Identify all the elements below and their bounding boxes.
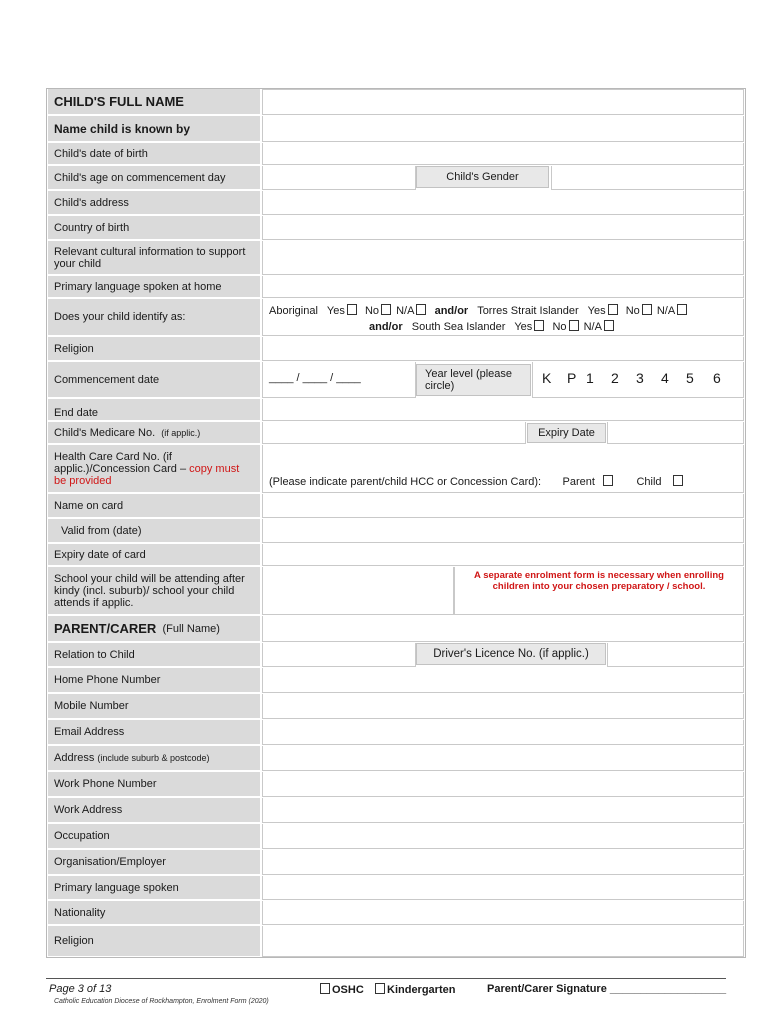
year-level-options: [532, 362, 744, 398]
oshc-option: [320, 983, 364, 996]
torres-yes-label: Yes: [587, 305, 606, 317]
label-religion: Religion: [48, 337, 260, 361]
label-parent-religion: Religion: [48, 926, 260, 957]
hcc-parent-checkbox[interactable]: [603, 475, 613, 486]
label-address: Child's address: [48, 191, 260, 215]
medicare-note: (if applic.): [161, 427, 201, 438]
input-name-on-card[interactable]: [262, 494, 744, 518]
label-mobile: Mobile Number: [48, 694, 260, 719]
andor-label: and/or: [434, 305, 469, 317]
input-work-address[interactable]: [262, 798, 744, 823]
parent-address-text: Address: [54, 752, 95, 764]
input-childs-full-name[interactable]: [262, 89, 744, 115]
identify-line-2: [369, 320, 616, 333]
input-known-by[interactable]: [262, 116, 744, 142]
oshc-checkbox[interactable]: [320, 983, 330, 994]
label-dob: Child's date of birth: [48, 143, 260, 165]
label-school: School your child will be attending after kindy (incl. suburb)/ school your child attends if applic.: [48, 567, 260, 615]
year-k[interactable]: K: [542, 370, 552, 386]
hcc-parent-label: Parent: [562, 476, 595, 488]
south-sea-yes-label: Yes: [514, 321, 533, 333]
aboriginal-no-checkbox[interactable]: [381, 304, 391, 315]
label-medicare: [48, 422, 260, 444]
year-4[interactable]: 4: [661, 370, 669, 386]
separate-form-notice-box: [454, 567, 744, 615]
label-occupation: Occupation: [48, 824, 260, 849]
label-primary-language: Primary language spoken: [48, 876, 260, 900]
label-known-by: Name child is known by: [48, 116, 260, 142]
label-nationality: Nationality: [48, 901, 260, 925]
input-medicare-expiry[interactable]: [607, 422, 744, 444]
hcc-prompt-text: (Please indicate parent/child HCC or Concession Card):: [269, 476, 542, 488]
kindergarten-label: Kindergarten: [387, 984, 456, 996]
date-blank: ____ / ____ / ____: [269, 372, 361, 384]
year-level-label: Year level (please circle): [416, 364, 531, 396]
hcc-child-checkbox[interactable]: [673, 475, 683, 486]
input-gender[interactable]: [551, 166, 744, 190]
label-end-date: End date: [48, 399, 260, 421]
label-age: Child's age on commencement day: [48, 166, 260, 190]
input-end-date[interactable]: [262, 399, 744, 421]
input-parent-address[interactable]: [262, 746, 744, 771]
input-health-card[interactable]: [262, 445, 744, 493]
input-valid-from[interactable]: [262, 519, 744, 543]
label-home-phone: Home Phone Number: [48, 668, 260, 693]
label-relation: Relation to Child: [48, 643, 260, 667]
kindergarten-option: [375, 983, 455, 996]
separate-form-notice: A separate enrolment form is necessary when enrolling children into your chosen preparatory / school.: [474, 570, 724, 592]
south-sea-no-checkbox[interactable]: [569, 320, 579, 331]
south-sea-na-checkbox[interactable]: [604, 320, 614, 331]
full-name-note: (Full Name): [162, 622, 220, 635]
aboriginal-no-label: No: [364, 305, 380, 317]
torres-no-checkbox[interactable]: [642, 304, 652, 315]
hcc-prompt: [269, 475, 685, 488]
input-occupation[interactable]: [262, 824, 744, 849]
year-2[interactable]: 2: [611, 370, 619, 386]
label-cultural: Relevant cultural information to support your child: [48, 241, 260, 275]
torres-na-checkbox[interactable]: [677, 304, 687, 315]
input-nationality[interactable]: [262, 901, 744, 925]
aboriginal-label: Aboriginal: [269, 305, 318, 317]
identify-options: [262, 299, 744, 336]
drivers-licence-label: Driver's Licence No. (if applic.): [416, 643, 606, 665]
south-sea-yes-checkbox[interactable]: [534, 320, 544, 331]
input-organisation[interactable]: [262, 850, 744, 875]
identify-line-1: [269, 304, 689, 317]
label-parent-address: [48, 746, 260, 771]
input-parent-religion[interactable]: [262, 926, 744, 957]
input-school[interactable]: [262, 567, 454, 615]
medicare-label-text: Child's Medicare No.: [54, 426, 156, 439]
input-drivers-licence[interactable]: [607, 643, 744, 667]
input-dob[interactable]: [262, 143, 744, 165]
south-sea-label: South Sea Islander: [411, 321, 506, 333]
label-work-phone: Work Phone Number: [48, 772, 260, 797]
input-age[interactable]: [262, 166, 416, 190]
year-5[interactable]: 5: [686, 370, 694, 386]
torres-yes-checkbox[interactable]: [608, 304, 618, 315]
label-commencement: Commencement date: [48, 362, 260, 398]
year-p[interactable]: P: [567, 370, 577, 386]
copy-required-note: copy must be provided: [54, 462, 240, 487]
torres-label: Torres Strait Islander: [477, 305, 579, 317]
input-address[interactable]: [262, 191, 744, 215]
label-work-address: Work Address: [48, 798, 260, 823]
signature-line[interactable]: Parent/Carer Signature ___________________: [487, 983, 727, 995]
year-1[interactable]: 1: [586, 370, 594, 386]
torres-na-label: N/A: [656, 305, 676, 317]
hcc-child-label: Child: [636, 476, 662, 488]
label-country: Country of birth: [48, 216, 260, 240]
page-number: Page 3 of 13: [49, 983, 112, 995]
input-cultural[interactable]: [262, 241, 744, 275]
childs-gender-label: Child's Gender: [416, 166, 549, 188]
input-mobile[interactable]: [262, 694, 744, 719]
label-expiry-card: Expiry date of card: [48, 544, 260, 566]
footer-org: Catholic Education Diocese of Rockhampton, Enrolment Form (2020): [54, 998, 269, 1005]
aboriginal-na-checkbox[interactable]: [416, 304, 426, 315]
label-organisation: Organisation/Employer: [48, 850, 260, 875]
input-home-phone[interactable]: [262, 668, 744, 693]
year-3[interactable]: 3: [636, 370, 644, 386]
south-sea-na-label: N/A: [583, 321, 602, 333]
input-medicare[interactable]: [262, 422, 526, 444]
input-religion[interactable]: [262, 337, 744, 361]
input-email[interactable]: [262, 720, 744, 745]
label-childs-full-name: CHILD'S FULL NAME: [48, 89, 260, 115]
footer-rule: [46, 978, 726, 979]
label-parent-carer: [48, 616, 260, 642]
expiry-date-label: Expiry Date: [527, 423, 606, 443]
input-primary-language[interactable]: [262, 876, 744, 900]
oshc-label: OSHC: [332, 984, 364, 996]
input-expiry-card[interactable]: [262, 544, 744, 566]
torres-no-label: No: [625, 305, 640, 317]
input-work-phone[interactable]: [262, 772, 744, 797]
label-valid-from: Valid from (date): [48, 519, 260, 543]
year-6[interactable]: 6: [713, 370, 721, 386]
input-country[interactable]: [262, 216, 744, 240]
kindergarten-checkbox[interactable]: [375, 983, 385, 994]
aboriginal-yes-checkbox[interactable]: [347, 304, 357, 315]
address-note: (include suburb & postcode): [97, 753, 210, 763]
label-email: Email Address: [48, 720, 260, 745]
input-commencement-date[interactable]: [262, 362, 416, 398]
input-language[interactable]: [262, 276, 744, 298]
label-language: Primary language spoken at home: [48, 276, 260, 298]
label-health-card: [48, 445, 260, 493]
label-identify: Does your child identify as:: [48, 299, 260, 336]
label-name-on-card: Name on card: [48, 494, 260, 518]
input-relation[interactable]: [262, 643, 416, 667]
aboriginal-yes-label: Yes: [326, 305, 345, 317]
aboriginal-na-label: N/A: [396, 305, 415, 317]
input-parent-carer-name[interactable]: [262, 616, 744, 642]
health-card-text: Health Care Card No. (if applic.)/Concession Card –: [54, 450, 190, 475]
andor-label: and/or: [369, 321, 403, 333]
parent-carer-heading: PARENT/CARER: [54, 620, 157, 636]
south-sea-no-label: No: [552, 321, 567, 333]
